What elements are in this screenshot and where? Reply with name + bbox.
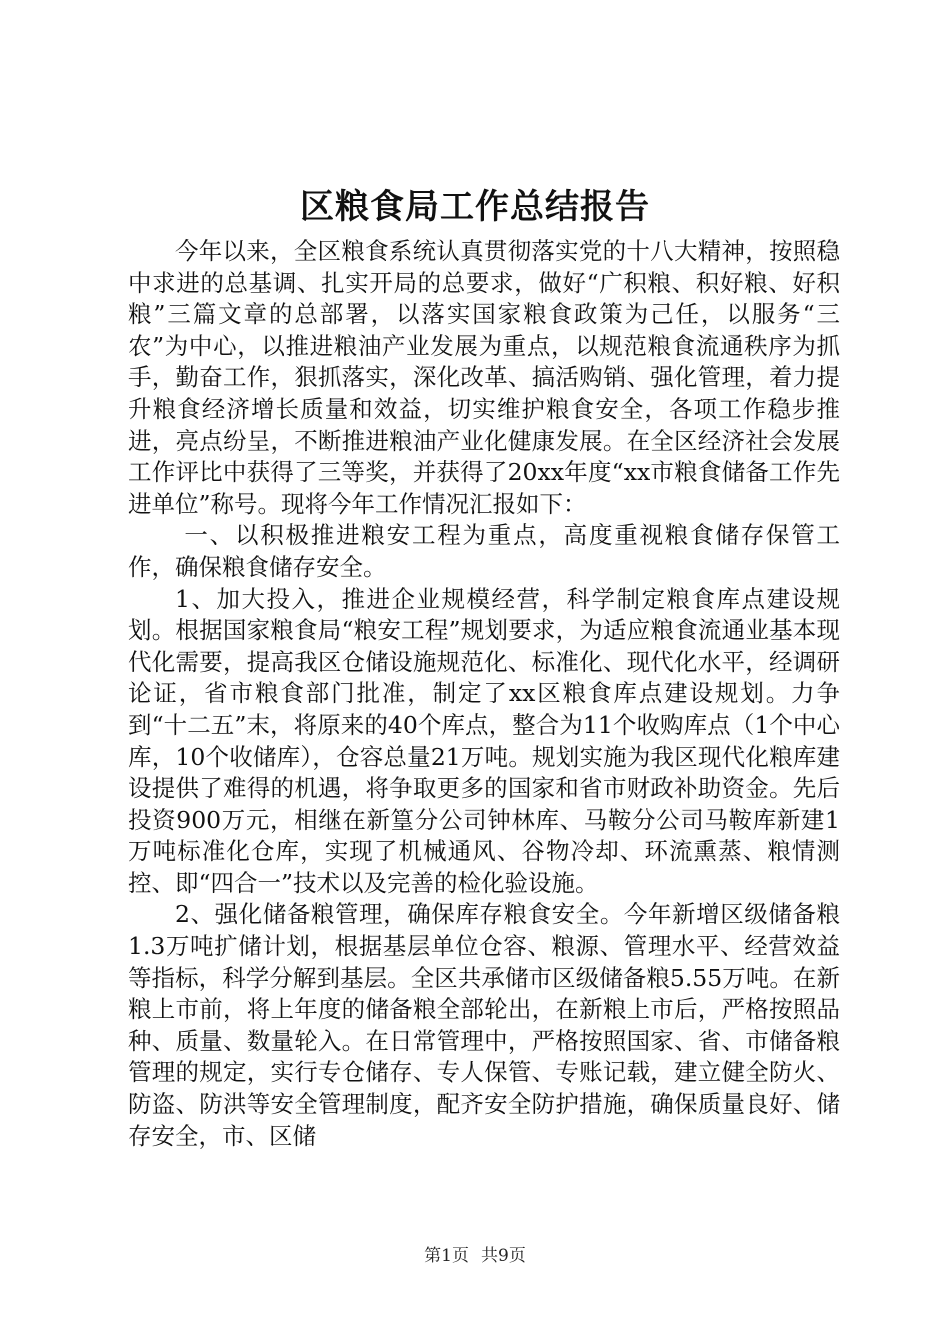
page-footer bbox=[0, 1244, 950, 1268]
page-total: 共9页 bbox=[481, 1246, 526, 1266]
document-title: 区粮食局工作总结报告 bbox=[300, 187, 650, 227]
item-1-paragraph: 1、加大投入，推进企业规模经营，科学制定粮食库点建设规划。根据国家粮食局“粮安工程”规划要求，为适应粮食流通业基本现代化需要，提高我区仓储设施规范化、标准化、现代化水平，经调研论证，省市粮食部门批准，制定了xx区粮食库点建设规划。力争到“十二五”末，将原来的40个库点，整合为11个收购库点（1个中心库，10个收储库），仓容总量21万吨。规划实施为我区现代化粮库建设提供了难得的机遇，将争取更多的国家和省市财政补助资金。先后投资900万元，相继在新篁分公司钟林库、马鞍分公司马鞍库新建1万吨标准化仓库，实现了机械通风、谷物冷却、环流熏蒸、粮情测控、即“四合一”技术以及完善的检化验设施。 bbox=[128, 584, 840, 897]
page-number: 第1页 bbox=[424, 1246, 469, 1266]
item-2-paragraph: 2、强化储备粮管理，确保库存粮食安全。今年新增区级储备粮1.3万吨扩储计划，根据基层单位仓容、粮源、管理水平、经营效益等指标，科学分解到基层。全区共承储市区级储备粮5.55万吨。在新粮上市前，将上年度的储备粮全部轮出，在新粮上市后，严格按照品种、质量、数量轮入。在日常管理中，严格按照国家、省、市储备粮管理的规定，实行专仓储存、专人保管、专账记载，建立健全防火、防盗、防洪等安全管理制度，配齐安全防护措施，确保质量良好、储存安全，市、区储 bbox=[128, 900, 840, 1150]
section-heading-paragraph: 一、以积极推进粮安工程为重点，高度重视粮食储存保管工作，确保粮食储存安全。 bbox=[128, 521, 840, 581]
intro-paragraph: 今年以来，全区粮食系统认真贯彻落实党的十八大精神，按照稳中求进的总基调、扎实开局的总要求，做好“广积粮、积好粮、好积粮”三篇文章的总部署，以落实国家粮食政策为己任，以服务“三农”为中心，以推进粮油产业发展为重点，以规范粮食流通秩序为抓手，勤奋工作，狠抓落实，深化改革、搞活购销、强化管理，着力提升粮食经济增长质量和效益，切实维护粮食安全，各项工作稳步推进，亮点纷呈，不断推进粮油产业化健康发展。在全区经济社会发展工作评比中获得了三等奖，并获得了20xx年度“xx市粮食储备工作先进单位”称号。现将今年工作情况汇报如下： bbox=[128, 237, 840, 518]
document-body bbox=[128, 236, 840, 1152]
